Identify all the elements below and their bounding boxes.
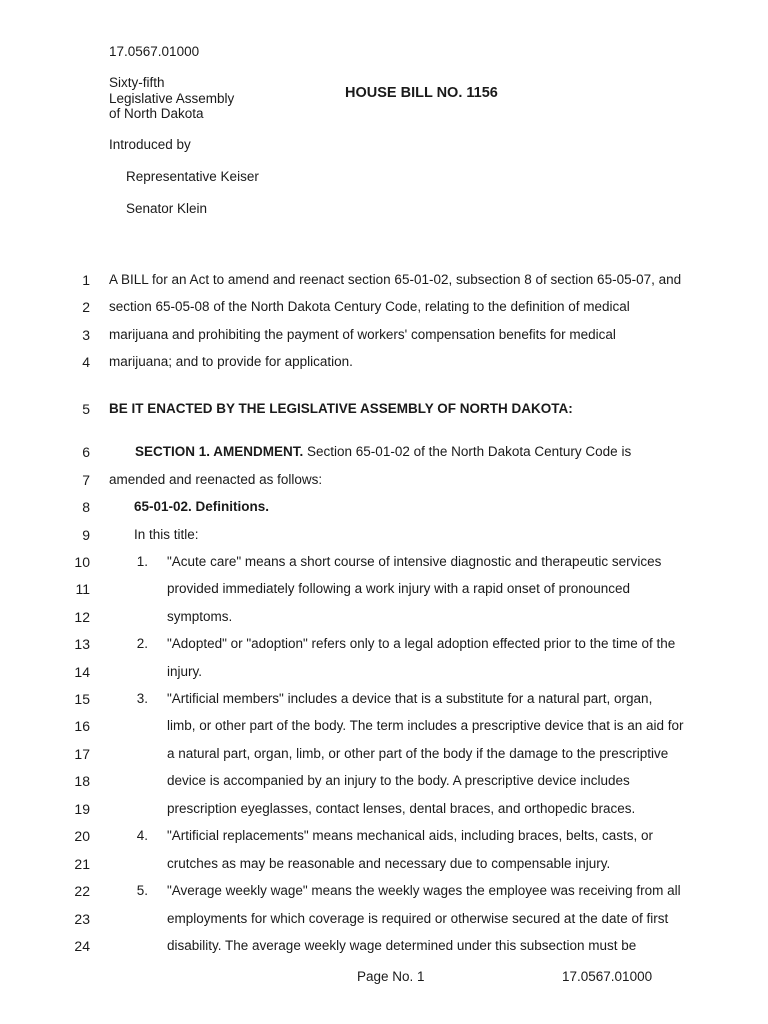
item-line: employments for which coverage is required or otherwise secured at the date of first bbox=[167, 911, 669, 926]
subsection-heading: 65-01-02. Definitions. bbox=[134, 499, 270, 514]
line-number: 10 bbox=[74, 554, 90, 570]
line-number: 4 bbox=[82, 354, 90, 370]
in-this-title: In this title: bbox=[134, 527, 199, 542]
footer-document-id: 17.0567.01000 bbox=[562, 969, 653, 984]
section-1-continuation: amended and reenacted as follows: bbox=[109, 472, 323, 487]
enacting-clause: BE IT ENACTED BY THE LEGISLATIVE ASSEMBLY OF NORTH DAKOTA: bbox=[109, 401, 573, 416]
line-number: 7 bbox=[82, 472, 90, 488]
item-line: "Artificial members" includes a device that is a substitute for a natural part, organ, bbox=[167, 691, 653, 706]
item-number: 2. bbox=[136, 636, 148, 651]
section-1-text: Section 65-01-02 of the North Dakota Century Code is bbox=[303, 444, 632, 459]
item-line: prescription eyeglasses, contact lenses, dental braces, and orthopedic braces. bbox=[167, 801, 636, 816]
line-number: 9 bbox=[82, 527, 90, 543]
item-line: a natural part, organ, limb, or other part of the body if the damage to the prescriptive bbox=[167, 746, 669, 761]
line-number: 15 bbox=[74, 691, 90, 707]
item-line: disability. The average weekly wage determined under this subsection must be bbox=[167, 938, 637, 953]
intro-line: marijuana and prohibiting the payment of workers' compensation benefits for medical bbox=[109, 327, 616, 342]
item-line: "Average weekly wage" means the weekly wages the employee was receiving from all bbox=[167, 883, 681, 898]
line-number: 20 bbox=[74, 828, 90, 844]
intro-line: section 65-05-08 of the North Dakota Century Code, relating to the definition of medical bbox=[109, 299, 630, 314]
item-number: 1. bbox=[136, 554, 148, 569]
item-line: device is accompanied by an injury to the body. A prescriptive device includes bbox=[167, 773, 630, 788]
line-number: 2 bbox=[82, 299, 90, 315]
line-number: 24 bbox=[74, 938, 90, 954]
line-number: 14 bbox=[74, 664, 90, 680]
item-line: injury. bbox=[167, 664, 203, 679]
item-line: "Artificial replacements" means mechanical aids, including braces, belts, casts, or bbox=[167, 828, 654, 843]
line-number: 12 bbox=[74, 609, 90, 625]
line-number: 21 bbox=[74, 856, 90, 872]
bill-title: HOUSE BILL NO. 1156 bbox=[345, 85, 498, 101]
line-number: 17 bbox=[74, 746, 90, 762]
section-1-heading: SECTION 1. AMENDMENT. bbox=[135, 444, 304, 459]
item-line: "Acute care" means a short course of intensive diagnostic and therapeutic services bbox=[167, 554, 662, 569]
line-number: 19 bbox=[74, 801, 90, 817]
item-number: 3. bbox=[136, 691, 148, 706]
line-number: 5 bbox=[82, 401, 90, 417]
introduced-by: Introduced by bbox=[109, 137, 191, 152]
item-line: limb, or other part of the body. The term includes a prescriptive device that is an aid for bbox=[167, 718, 684, 733]
line-number: 3 bbox=[82, 327, 90, 343]
sponsor-representative: Representative Keiser bbox=[126, 169, 259, 184]
page-number: Page No. 1 bbox=[357, 969, 425, 984]
intro-line: marijuana; and to provide for application. bbox=[109, 354, 353, 369]
assembly-line-3: of North Dakota bbox=[109, 106, 204, 121]
sponsor-senator: Senator Klein bbox=[126, 201, 208, 216]
assembly-line-1: Sixty-fifth bbox=[109, 75, 165, 90]
line-number: 11 bbox=[75, 581, 90, 597]
assembly-line-2: Legislative Assembly bbox=[109, 91, 235, 106]
item-number: 5. bbox=[136, 883, 148, 898]
line-number: 1 bbox=[82, 272, 90, 288]
item-line: crutches as may be reasonable and necessary due to compensable injury. bbox=[167, 856, 611, 871]
intro-line: A BILL for an Act to amend and reenact section 65-01-02, subsection 8 of section 65-05-07, and bbox=[109, 272, 682, 287]
line-number: 8 bbox=[82, 499, 90, 515]
line-number: 18 bbox=[74, 773, 90, 789]
document-id: 17.0567.01000 bbox=[109, 44, 200, 59]
item-line: symptoms. bbox=[167, 609, 233, 624]
item-line: provided immediately following a work injury with a rapid onset of pronounced bbox=[167, 581, 630, 596]
line-number: 13 bbox=[74, 636, 90, 652]
line-number: 6 bbox=[82, 444, 90, 460]
line-number: 22 bbox=[74, 883, 90, 899]
line-number: 23 bbox=[74, 911, 90, 927]
line-number: 16 bbox=[74, 718, 90, 734]
item-number: 4. bbox=[136, 828, 148, 843]
section-1-line bbox=[135, 444, 631, 460]
item-line: "Adopted" or "adoption" refers only to a legal adoption effected prior to the time of the bbox=[167, 636, 676, 651]
